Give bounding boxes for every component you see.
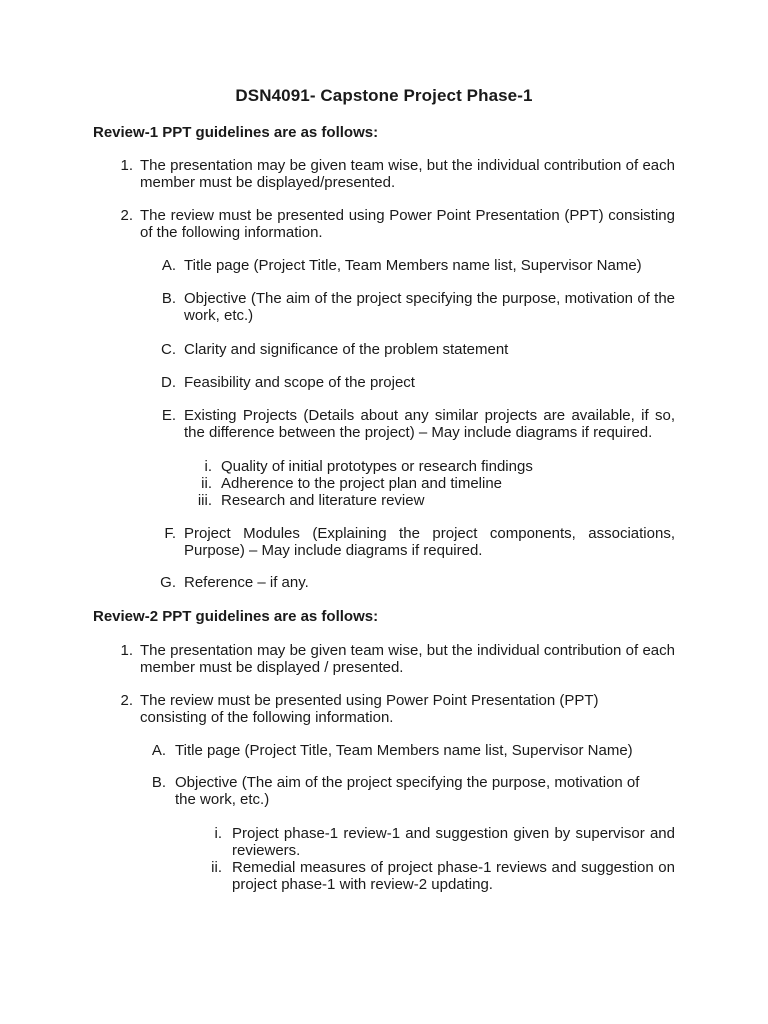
- review2-subitem-a: [146, 742, 675, 760]
- list-marker: 1.: [120, 642, 133, 659]
- list-text: Reference – if any.: [184, 574, 309, 591]
- review1-subitem-b: [156, 290, 675, 326]
- list-marker: iii.: [197, 492, 212, 509]
- list-marker: B.: [161, 290, 176, 307]
- list-text: The presentation may be given team wise, but the individual contribution of each member must be displayed/presented.: [140, 157, 675, 191]
- list-marker: i.: [214, 825, 222, 842]
- review1-item-1: [113, 157, 675, 193]
- list-text: Title page (Project Title, Team Members name list, Supervisor Name): [175, 742, 633, 759]
- list-text: Objective (The aim of the project specifying the purpose, motivation of the work, etc.): [184, 290, 675, 324]
- review1-roman-ii: [190, 475, 590, 493]
- review1-subitem-e: [156, 407, 675, 443]
- list-marker: ii.: [201, 475, 212, 492]
- list-marker: D.: [161, 374, 176, 391]
- review1-subitem-d: [156, 374, 675, 392]
- list-text: Existing Projects (Details about any similar projects are available, if so, the difference between the project) – May include diagrams if required.: [184, 407, 675, 441]
- list-marker: B.: [151, 774, 166, 791]
- list-marker: F.: [164, 525, 176, 542]
- list-marker: G.: [160, 574, 176, 591]
- list-text: The presentation may be given team wise, but the individual contribution of each member must be displayed / presented.: [140, 642, 675, 676]
- review2-item-2: [113, 692, 675, 728]
- list-text: Quality of initial prototypes or research findings: [221, 458, 533, 475]
- review1-subitem-c: [156, 341, 675, 359]
- list-marker: i.: [204, 458, 212, 475]
- review1-roman-i: [190, 458, 590, 476]
- review1-heading: Review-1 PPT guidelines are as follows:: [93, 124, 379, 141]
- list-marker: 2.: [120, 207, 133, 224]
- list-marker: 2.: [120, 692, 133, 709]
- review1-item-2: [113, 207, 675, 243]
- list-text: Research and literature review: [221, 492, 425, 509]
- review1-subitem-g: [156, 574, 675, 592]
- list-text: Project Modules (Explaining the project components, associations, Purpose) – May include diagrams if required.: [184, 525, 675, 559]
- review1-subitem-f: [156, 525, 675, 561]
- review1-subitem-a: [156, 257, 675, 275]
- list-marker: E.: [161, 407, 176, 424]
- list-marker: ii.: [211, 859, 222, 876]
- list-text: The review must be presented using Power Point Presentation (PPT) consisting of the following information.: [140, 207, 675, 241]
- list-text: Objective (The aim of the project specifying the purpose, motivation of the work, etc.): [175, 774, 640, 808]
- review1-roman-iii: [190, 492, 590, 510]
- list-text: Adherence to the project plan and timeline: [221, 475, 503, 492]
- list-marker: C.: [161, 341, 176, 358]
- page-title: DSN4091- Capstone Project Phase-1: [235, 86, 533, 105]
- review2-roman-i: [200, 825, 675, 861]
- list-text: Project phase-1 review-1 and suggestion given by supervisor and reviewers.: [232, 825, 675, 859]
- list-text: Feasibility and scope of the project: [184, 374, 415, 391]
- list-marker: 1.: [120, 157, 133, 174]
- list-text: The review must be presented using Power Point Presentation (PPT) consisting of the following information.: [140, 692, 599, 726]
- review2-heading: Review-2 PPT guidelines are as follows:: [93, 608, 379, 625]
- review2-roman-ii: [200, 859, 675, 895]
- list-marker: A.: [161, 257, 176, 274]
- review2-item-1: [113, 642, 675, 678]
- list-text: Clarity and significance of the problem statement: [184, 341, 509, 358]
- review2-subitem-b: [146, 774, 675, 810]
- list-text: Remedial measures of project phase-1 reviews and suggestion on project phase-1 with review-2 updating.: [232, 859, 675, 893]
- list-text: Title page (Project Title, Team Members name list, Supervisor Name): [184, 257, 642, 274]
- list-marker: A.: [151, 742, 166, 759]
